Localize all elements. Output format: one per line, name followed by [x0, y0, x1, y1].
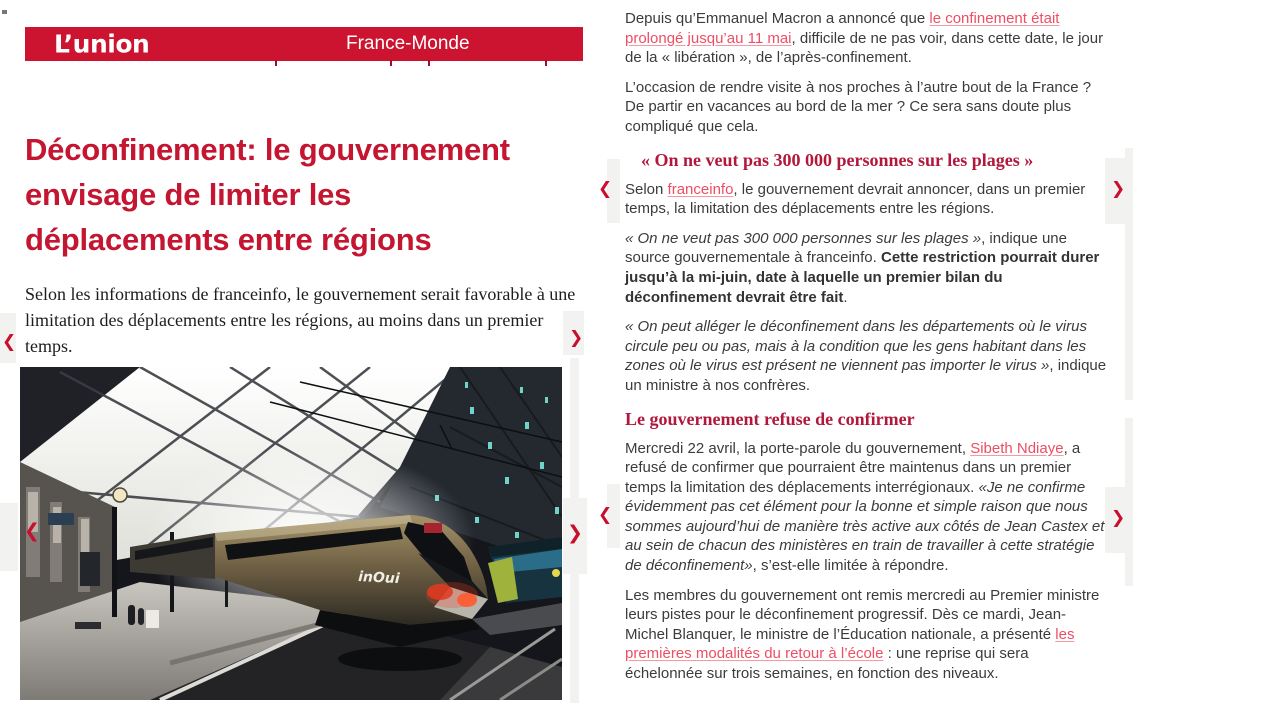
article-text-run: , s’est-elle limitée à répondre. [752, 557, 949, 575]
article-paragraph [625, 78, 1108, 137]
article-paragraph [625, 229, 1108, 307]
article-paragraph [625, 586, 1108, 684]
brand-logo[interactable]: L’union [54, 29, 150, 59]
carousel-next-button[interactable]: ❯ [1111, 508, 1126, 528]
crop-artifact [2, 10, 7, 14]
station-train-photo [20, 367, 562, 700]
section-title: France-Monde [346, 33, 470, 54]
article-text-run: Le gouvernement refuse de confirmer [625, 408, 915, 429]
banner-tick [275, 60, 277, 66]
train-inoui-logo: inOui [357, 569, 401, 588]
banner-tick [545, 60, 547, 66]
article-paragraph [625, 317, 1108, 395]
article-link[interactable]: franceinfo [667, 180, 734, 198]
article-text-run: , difficile de ne pas voir, dans cette date, le jour de la « libération », de l’après-confinement. [625, 29, 1104, 67]
article-subheading [625, 147, 1108, 173]
photo-carousel-next-button[interactable]: ❯ [567, 522, 583, 544]
article-text-run: Depuis qu’Emmanuel Macron a annoncé que [625, 10, 930, 27]
article-text-run: Mercredi 22 avril, la porte-parole du gouvernement, [625, 439, 971, 457]
carousel-prev-button[interactable]: ❮ [598, 505, 613, 525]
article-link[interactable]: les premières modalités du retour à l’école [625, 625, 1075, 663]
article-link[interactable]: le confinement était prolongé jusqu’au 11 mai [625, 10, 1060, 47]
article-text-run: , le gouvernement devrait annoncer, dans un premier temps, la limitation des déplacements entre les régions. [625, 180, 1086, 218]
carousel-next-button[interactable]: ❯ [569, 328, 584, 348]
article-subheading [625, 406, 1108, 432]
photo-carousel-prev-button[interactable]: ❮ [24, 520, 40, 542]
banner-tick [390, 60, 392, 66]
article-body [625, 9, 1108, 694]
article-text-run: « On ne veut pas 300 000 personnes sur les plages » [641, 149, 1034, 170]
article-title: Déconfinement: le gouvernement envisage de limiter les déplacements entre régions [25, 132, 510, 257]
article-text-run: , a refusé de confirmer que pourraient être maintenus dans un premier temps la limitation des déplacements interrégionaux. [625, 439, 1081, 496]
article-text-run: . [843, 288, 848, 306]
article-text-run: Les membres du gouvernement ont remis mercredi au Premier ministre leurs pistes pour le déconfinement progressif. Dès ce mardi, Jean-Michel Blanquer, le ministre de l’Éducation nationale, a présenté [625, 586, 1100, 643]
article-link[interactable]: Sibeth Ndiaye [970, 439, 1064, 457]
article-paragraph [625, 180, 1108, 219]
article-text-run: «Je ne confirme évidemment pas cet élément pour la bonne et simple raison que nous sommes aujourd’hui de manière très active aux côtés de Jean Castex et au sein de chacun des ministères en train de travailler à cette stratégie de déconfinement» [625, 478, 1105, 575]
article-text-run: Cette restriction pourrait durer jusqu’à la mi-juin, date à laquelle un premier bilan du déconfinement devrait être fait [625, 249, 1100, 306]
banner-tick [428, 60, 430, 66]
article-text-run: : une reprise qui sera échelonnée sur trois semaines, en fonction des niveaux. [625, 645, 1029, 683]
article-text-run: « On ne veut pas 300 000 personnes sur les plages » [625, 229, 982, 247]
article-text-run: , indique un ministre à nos confrères. [625, 357, 1107, 394]
article-text-run: « On peut alléger le déconfinement dans les départements où le virus circule peu ou pas, mais à la condition que les gens habitant dans les zones où le virus est présent ne viennent pas importer le virus » [625, 318, 1087, 375]
carousel-next-button[interactable]: ❯ [1111, 179, 1126, 199]
article-paragraph [625, 9, 1108, 68]
article-text-run: Selon [625, 180, 668, 198]
article-photo [20, 367, 562, 700]
article-lead: Selon les informations de franceinfo, le gouvernement serait favorable à une limitation des déplacements entre les régions, au moins dans un premier temps. [25, 284, 576, 356]
article-text-run: , indique une source gouvernementale à franceinfo. [625, 229, 1067, 267]
article-text-run: L’occasion de rendre visite à nos proches à l’autre bout de la France ? De partir en vacances au bord de la mer ? Ce sera sans doute plus compliqué que cela. [625, 78, 1092, 135]
carousel-prev-button[interactable]: ❮ [2, 332, 17, 352]
carousel-prev-button[interactable]: ❮ [598, 179, 613, 199]
carousel-button-bg [0, 503, 18, 571]
masthead-banner [25, 27, 583, 61]
article-paragraph [625, 439, 1108, 576]
